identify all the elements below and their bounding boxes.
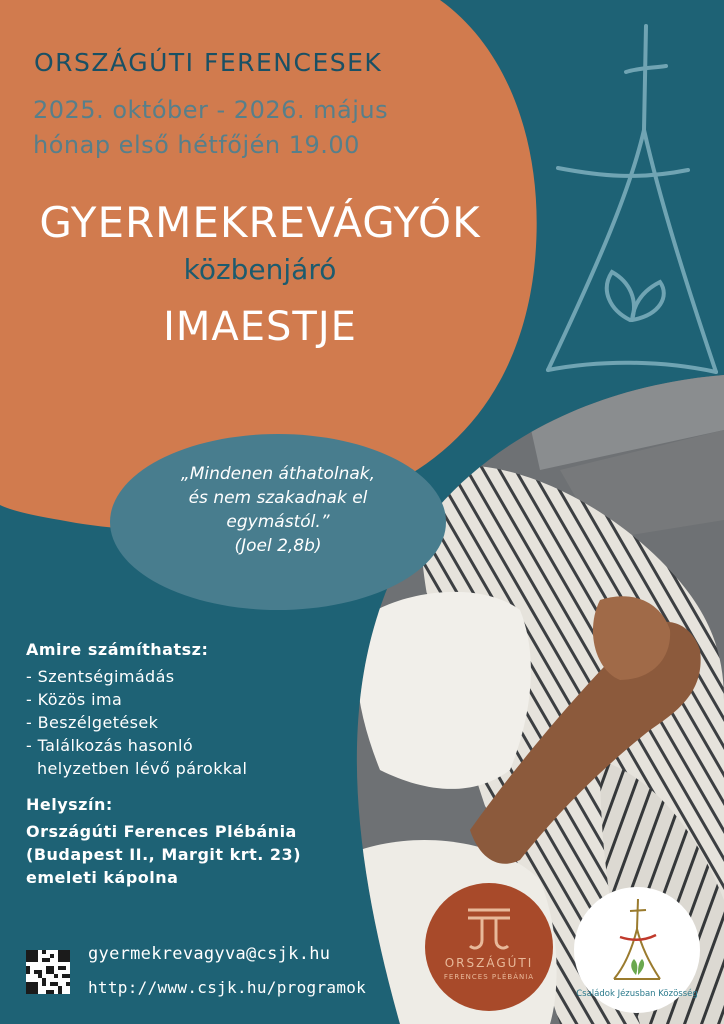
main-title-line3: IMAESTJE bbox=[163, 304, 357, 350]
parish-logo-name: ORSZÁGÚTI bbox=[444, 956, 534, 970]
main-title-line2: közbenjáró bbox=[183, 253, 337, 286]
parish-logo-subtitle: FERENCES PLÉBÁNIA bbox=[443, 973, 535, 981]
cross-tent-drawing-icon bbox=[520, 20, 720, 380]
location-name: Országúti Ferences Plébánia bbox=[26, 822, 297, 841]
expect-item: helyzetben lévő párokkal bbox=[26, 759, 248, 778]
quote-line2: és nem szakadnak el bbox=[188, 488, 368, 508]
location-heading: Helyszín: bbox=[26, 795, 113, 814]
date-range: 2025. október - 2026. május bbox=[33, 96, 389, 124]
expect-item: - Szentségimádás bbox=[26, 667, 175, 686]
quote-line1: „Mindenen áthatolnak, bbox=[180, 464, 376, 484]
qr-code-icon[interactable] bbox=[26, 950, 70, 994]
contact-email-link[interactable]: gyermekrevagyva@csjk.hu bbox=[88, 944, 331, 964]
expect-item: - Közös ima bbox=[26, 690, 123, 709]
contact-website-link[interactable]: http://www.csjk.hu/programok bbox=[88, 978, 367, 997]
quote-reference: (Joel 2,8b) bbox=[234, 536, 322, 556]
community-logo bbox=[572, 885, 702, 1015]
organizer-title: ORSZÁGÚTI FERENCESEK bbox=[34, 48, 383, 77]
community-logo-name: Családok Jézusban Közösség bbox=[576, 989, 698, 999]
quote-line3: egymástól.” bbox=[226, 512, 330, 532]
expect-item: - Beszélgetések bbox=[26, 713, 159, 732]
location-address: (Budapest II., Margit krt. 23) bbox=[26, 845, 301, 864]
parish-logo bbox=[424, 882, 554, 1012]
quote-oval bbox=[108, 432, 448, 612]
main-title-line1: GYERMEKREVÁGYÓK bbox=[39, 198, 481, 247]
schedule-time: hónap első hétfőjén 19.00 bbox=[33, 131, 360, 159]
expect-item: - Találkozás hasonló bbox=[26, 736, 194, 755]
location-room: emeleti kápolna bbox=[26, 868, 179, 887]
expect-heading: Amire számíthatsz: bbox=[26, 640, 209, 659]
